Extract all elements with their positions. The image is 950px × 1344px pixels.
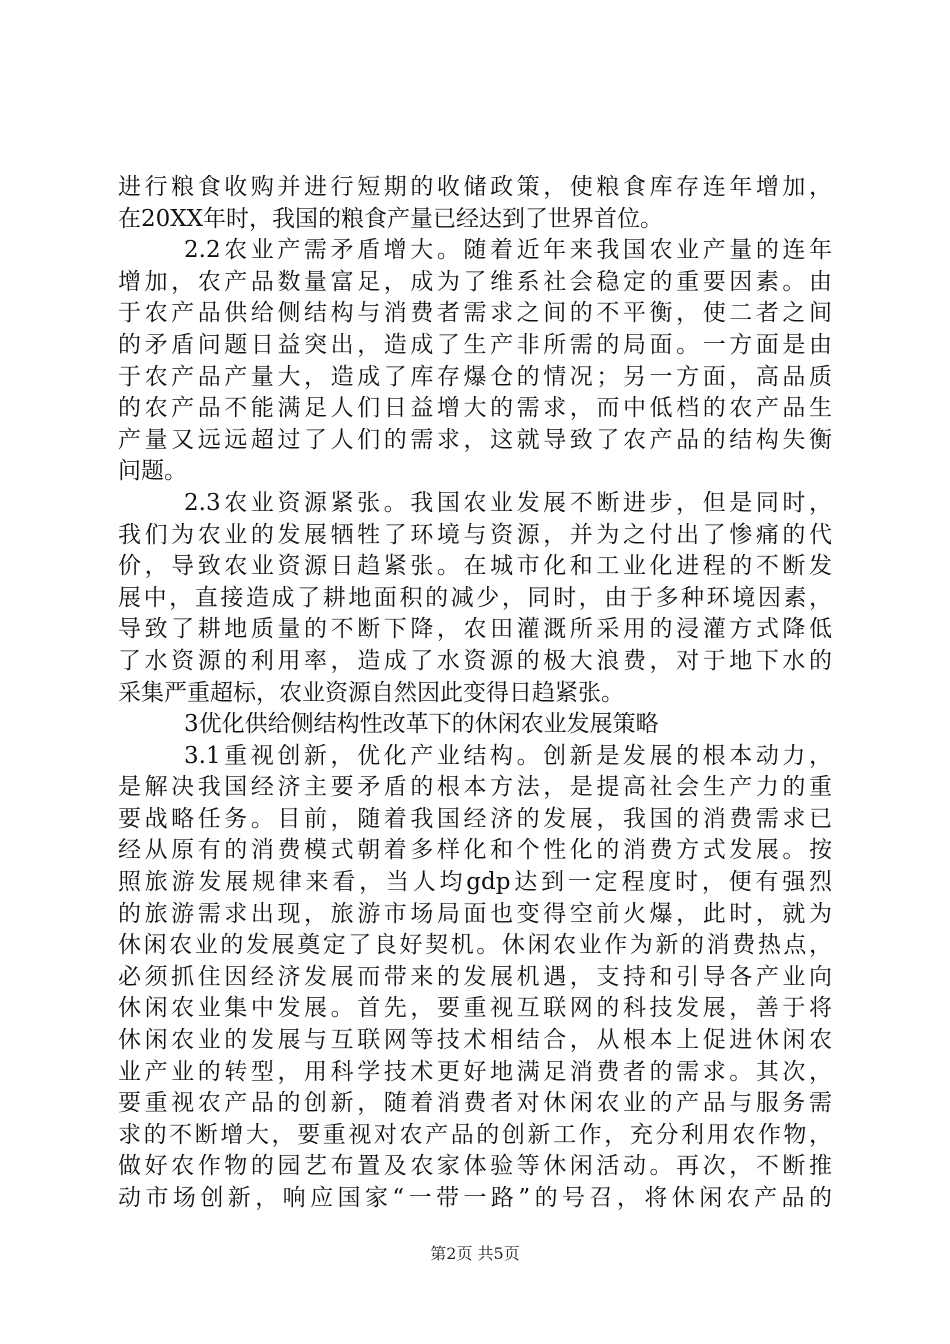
text-line: 的矛盾问题日益突出，造成了生产非所需的局面。一方面是由	[118, 331, 832, 358]
text-line: 动市场创新，响应国家“一带一路”的号召，将休闲农产品的	[118, 1185, 832, 1211]
page-footer: 第2页 共5页	[430, 1244, 520, 1263]
text-line: 休闲农业的发展奠定了良好契机。休闲农业作为新的消费热点，	[118, 932, 832, 959]
text-line: 求的不断增大，要重视对农产品的创新工作，充分利用农作物，	[118, 1121, 832, 1148]
text-line: 产量又远远超过了人们的需求，这就导致了农产品的结构失衡	[118, 426, 832, 453]
text-line: 是解决我国经济主要矛盾的根本方法，是提高社会生产力的重	[118, 774, 832, 801]
text-line: 照旅游发展规律来看，当人均gdp达到一定程度时，便有强烈	[118, 869, 832, 896]
section-heading: 3优化供给侧结构性改革下的休闲农业发展策略	[184, 711, 659, 738]
text-line: 2.3农业资源紧张。我国农业发展不断进步，但是同时，	[184, 489, 832, 516]
text-line: 的农产品不能满足人们日益增大的需求，而中低档的农产品生	[118, 395, 832, 422]
text-line: 于农产品产量大，造成了库存爆仓的情况；另一方面，高品质	[118, 363, 832, 390]
text-line: 导致了耕地质量的不断下降，农田灌溉所采用的浸灌方式降低	[118, 616, 832, 643]
document-body	[118, 172, 832, 1215]
text-line: 的旅游需求出现，旅游市场局面也变得空前火爆，此时，就为	[118, 900, 832, 927]
text-line: 了水资源的利用率，造成了水资源的极大浪费，对于地下水的	[118, 647, 832, 674]
text-line: 休闲农业集中发展。首先，要重视互联网的科技发展，善于将	[118, 995, 832, 1022]
text-line: 必须抓住因经济发展而带来的发展机遇，支持和引导各产业向	[118, 963, 832, 990]
text-line: 2.2农业产需矛盾增大。随着近年来我国农业产量的连年	[184, 237, 832, 264]
text-line: 于农产品供给侧结构与消费者需求之间的不平衡，使二者之间	[118, 300, 832, 327]
text-line: 增加，农产品数量富足，成为了维系社会稳定的重要因素。由	[118, 268, 832, 295]
text-line: 价，导致农业资源日趋紧张。在城市化和工业化进程的不断发	[118, 553, 832, 580]
text-line: 休闲农业的发展与互联网等技术相结合，从根本上促进休闲农	[118, 1027, 832, 1054]
text-line: 要战略任务。目前，随着我国经济的发展，我国的消费需求已	[118, 805, 832, 832]
text-line: 要重视农产品的创新，随着消费者对休闲农业的产品与服务需	[118, 1090, 832, 1117]
text-line: 展中，直接造成了耕地面积的减少，同时，由于多种环境因素，	[118, 584, 832, 611]
text-line: 我们为农业的发展牺牲了环境与资源，并为之付出了惨痛的代	[118, 521, 832, 548]
text-line: 做好农作物的园艺布置及农家体验等休闲活动。再次，不断推	[118, 1153, 832, 1180]
text-line: 经从原有的消费模式朝着多样化和个性化的消费方式发展。按	[118, 837, 832, 864]
text-line: 采集严重超标，农业资源自然因此变得日趋紧张。	[118, 679, 624, 706]
text-line: 问题。	[118, 458, 187, 485]
text-line: 3.1重视创新，优化产业结构。创新是发展的根本动力，	[184, 742, 832, 769]
text-line: 在20XX年时，我国的粮食产量已经达到了世界首位。	[118, 205, 664, 232]
text-line: 业产业的转型，用科学技术更好地满足消费者的需求。其次，	[118, 1058, 832, 1085]
text-line: 进行粮食收购并进行短期的收储政策，使粮食库存连年增加，	[118, 174, 832, 200]
